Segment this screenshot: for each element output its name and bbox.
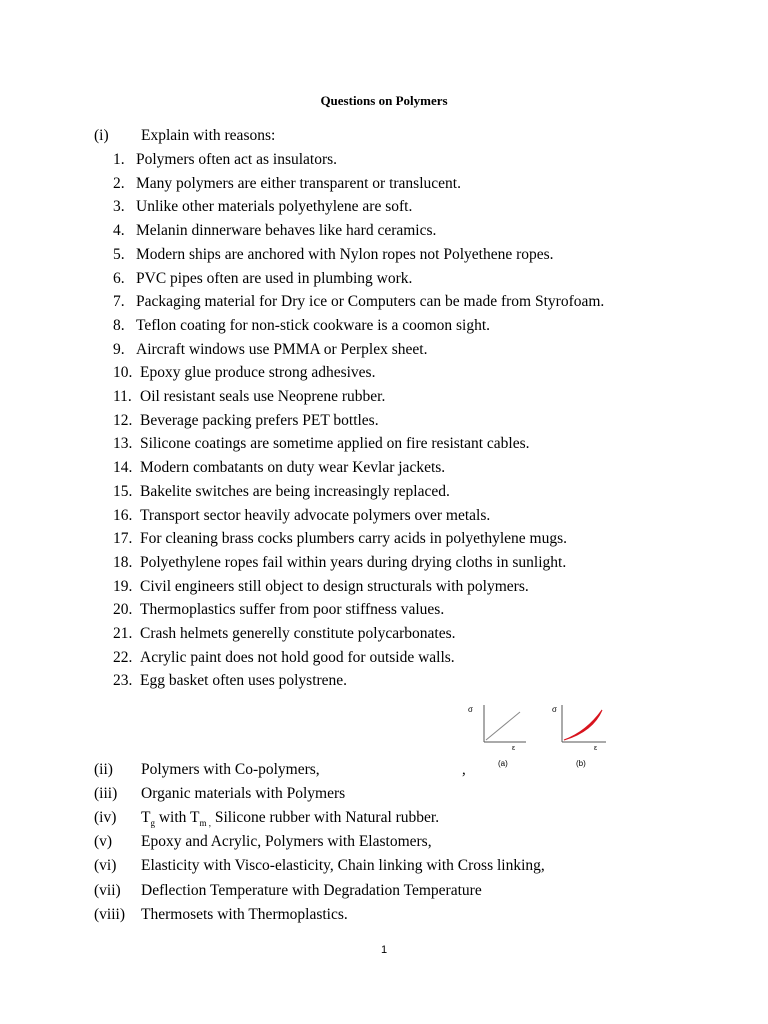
comparison-text: Epoxy and Acrylic, Polymers with Elastomers, — [141, 833, 432, 851]
section-numeral: (ii) — [94, 761, 113, 778]
hysteresis-loop-b — [564, 710, 602, 740]
stray-comma: , — [462, 762, 466, 778]
question-text: Modern combatants on duty wear Kevlar jackets. — [140, 459, 446, 477]
question-number: 6. — [113, 269, 125, 287]
question-number: 1. — [113, 151, 125, 168]
comparison-text: Polymers with Co-polymers, — [141, 761, 320, 778]
question-text: Transport sector heavily advocate polymers over metals. — [140, 506, 491, 524]
question-number: 14. — [113, 459, 133, 477]
panel-b-label: (b) — [576, 759, 586, 768]
question-number: 8. — [113, 316, 125, 334]
section-heading: Explain with reasons: — [141, 127, 276, 144]
epsilon-label-b: ε — [594, 745, 598, 752]
question-text: Packaging material for Dry ice or Computers can be made from Styrofoam. — [136, 293, 605, 311]
question-number: 3. — [113, 198, 125, 216]
question-number: 21. — [113, 625, 133, 642]
question-text: Unlike other materials polyethylene are soft. — [136, 198, 413, 216]
question-number: 18. — [113, 553, 133, 571]
question-number: 20. — [113, 601, 133, 619]
question-text: Egg basket often uses polystrene. — [140, 672, 348, 690]
question-text: Teflon coating for non-stick cookware is a coomon sight. — [136, 316, 491, 334]
comparison-text: Thermosets with Thermoplastics. — [141, 905, 348, 923]
question-text: Polyethylene ropes fail within years during drying cloths in sunlight. — [140, 553, 567, 571]
question-number: 11. — [113, 388, 132, 405]
section-numeral: (vi) — [94, 857, 117, 875]
section-numeral: (i) — [94, 127, 109, 144]
comparison-text — [141, 809, 439, 832]
section-numeral: (vii) — [94, 881, 121, 899]
question-number: 16. — [113, 506, 133, 524]
question-number: 9. — [113, 340, 125, 358]
question-number: 22. — [113, 648, 133, 666]
question-text: Silicone coatings are sometime applied on fire resistant cables. — [140, 435, 530, 453]
section-numeral: (viii) — [94, 905, 125, 923]
question-text: Melanin dinnerware behaves like hard ceramics. — [136, 222, 437, 240]
comparison-text-part: with T — [154, 809, 200, 827]
question-number: 23. — [113, 672, 133, 690]
panel-a-label: (a) — [498, 759, 508, 768]
panel-b — [552, 705, 606, 768]
sigma-label-a: σ — [468, 705, 473, 714]
comparison-text-part: m , — [199, 818, 211, 829]
question-text: PVC pipes often are used in plumbing work. — [136, 269, 413, 287]
question-number: 5. — [113, 245, 125, 263]
question-text: Modern ships are anchored with Nylon ropes not Polyethene ropes. — [136, 245, 554, 263]
question-text: Thermoplastics suffer from poor stiffness values. — [140, 601, 445, 619]
section-numeral: (iv) — [94, 809, 117, 827]
question-text: For cleaning brass cocks plumbers carry acids in polyethylene mugs. — [140, 530, 567, 548]
question-text: Civil engineers still object to design structurals with polymers. — [140, 577, 529, 595]
sigma-label-b: σ — [552, 705, 557, 714]
question-number: 13. — [113, 435, 133, 453]
question-text: Many polymers are either transparent or translucent. — [136, 174, 461, 192]
section-numeral: (iii) — [94, 785, 118, 803]
question-text: Acrylic paint does not hold good for outside walls. — [140, 648, 455, 666]
page-number: 1 — [380, 944, 388, 956]
question-number: 10. — [113, 364, 133, 382]
question-text: Polymers often act as insulators. — [136, 151, 338, 168]
linear-curve-a — [486, 712, 520, 740]
question-number: 19. — [113, 577, 133, 595]
question-text: Oil resistant seals use Neoprene rubber. — [140, 388, 386, 405]
stress-strain-figure — [462, 700, 612, 780]
question-number: 2. — [113, 174, 125, 192]
page-title: Questions on Polymers — [320, 93, 448, 108]
question-number: 15. — [113, 482, 133, 500]
question-number: 7. — [113, 293, 125, 311]
question-text: Crash helmets generelly constitute polycarbonates. — [140, 625, 456, 642]
section-numeral: (v) — [94, 833, 113, 851]
question-text: Bakelite switches are being increasingly replaced. — [140, 482, 450, 500]
question-text: Aircraft windows use PMMA or Perplex sheet. — [136, 340, 428, 358]
question-number: 4. — [113, 222, 125, 240]
comparison-text: Deflection Temperature with Degradation Temperature — [141, 881, 482, 899]
comparison-text-part: T — [141, 809, 151, 827]
comparison-text: Organic materials with Polymers — [141, 785, 346, 803]
question-number: 12. — [113, 411, 133, 429]
comparison-text: Elasticity with Visco-elasticity, Chain linking with Cross linking, — [141, 857, 545, 875]
panel-a — [468, 705, 526, 768]
question-text: Epoxy glue produce strong adhesives. — [140, 364, 376, 382]
question-number: 17. — [113, 530, 133, 548]
question-text: Beverage packing prefers PET bottles. — [140, 411, 379, 429]
epsilon-label-a: ε — [512, 745, 516, 752]
comparison-text-part: Silicone rubber with Natural rubber. — [210, 809, 440, 827]
comparison-text-part: g — [150, 818, 155, 829]
